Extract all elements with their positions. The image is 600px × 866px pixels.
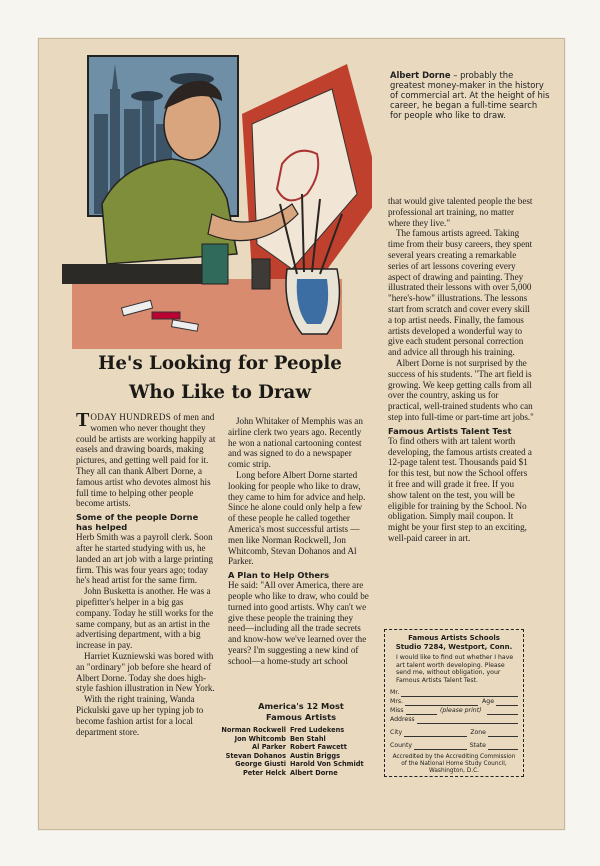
article-paragraph: To find others with art talent worth developing, the famous artists created a 12-page talent test. Thousands paid $1 for this test, but now the School offers it free and will grade it free. If you show talent on the test, you will be eligible for training by the School. No obligation. Simply mail coupon. It might be your first step to an exciting, well-paid career in art.	[388, 435, 532, 543]
artists-row: Stevan Dohanos Austin Briggs	[225, 751, 341, 760]
article-column-2	[228, 416, 371, 667]
coupon-body: I would like to find out whether I have art talent worth developing. Please send me, without obligation, your Famous Artists Talent Test.	[396, 654, 514, 684]
article-paragraph: He said: "All over America, there are people who like to draw, who could be turned into good artists. Why can't we give these people the training they need—including all the trade secrets and know-how we've learned over the years? I'm suggesting a new kind of school—a home-study art school	[228, 580, 369, 666]
lead-in: ODAY HUNDREDS	[90, 412, 172, 422]
artists-list	[221, 726, 381, 778]
coupon-school-name: Famous Artists Schools	[408, 634, 500, 642]
photo-caption	[390, 70, 550, 120]
coupon-name-line[interactable]: Mrs. Age	[390, 698, 518, 706]
table-edge	[62, 264, 222, 284]
headline-line-1: He's Looking for People	[98, 353, 342, 374]
artists-row: George Giusti Harold Von Schmidt	[235, 760, 364, 769]
article-paragraph: Long before Albert Dorne started looking for people who like to draw, they came to him for advice and help. Since he alone could only help a few of these people he called together America's most successful artists —men like Norman Rockwell, Jon Whitcomb, Stevan Dohanos and Al Parker.	[228, 469, 366, 567]
article-paragraph: John Busketta is another. He was a pipefitter's helper in a big gas company. Today he still works for the same company, but as an artist in the advertising department, with a big increase in pay.	[76, 586, 214, 651]
coupon-address-line[interactable]: Address	[390, 716, 518, 724]
article-column-1	[76, 409, 216, 737]
coupon-studio-address: Studio 7284, Westport, Conn.	[395, 642, 513, 651]
paint-jar	[252, 259, 270, 289]
headline-line-2: Who Like to Draw	[129, 382, 311, 403]
article-column-3	[388, 196, 534, 544]
artists-row: Norman Rockwell Fred Ludekens	[221, 726, 345, 734]
artists-row: Peter Helck Albert Dorne	[242, 768, 338, 777]
coupon-county-line[interactable]: County State	[390, 742, 518, 750]
article-paragraph: Herb Smith was a payroll clerk. Soon after he started studying with us, he landed an art job with a large printing firm. This was four years ago; today he's head artist for the same firm.	[76, 532, 213, 586]
caption-name: Albert Dorne	[390, 70, 451, 80]
article-paragraph: TODAY HUNDREDS of men and women who never thought they could be artists are working happily at easels and drawing boards, making pictures, and getting well paid for it. They all can thank Albert Dorne, a famous artist who devotes almost his full time to helping other people become artists.	[76, 409, 216, 509]
artists-row: Al Parker Robert Fawcett	[252, 743, 347, 752]
caption-text: – probably the greatest money-maker in the history of commercial art. At the height of his career, he began a full-time search for people who like to draw.	[390, 70, 550, 120]
cloud	[131, 91, 163, 101]
article-paragraph: The famous artists agreed. Taking time from their busy careers, they spent several years creating a remarkable series of art lessons covering every aspect of drawing and painting. They illustrated their lessons with over 5,000 "here's-how" illustrations. The lessons start from scratch and cover every skill a top artist needs. Finally, the famous artists developed a wonderful way to give each student personal correction and advice all through his training.	[388, 228, 533, 358]
paint-jar	[202, 244, 228, 284]
headline	[70, 349, 370, 407]
article-paragraph: With the right training, Wanda Pickulski gave up her typing job to become fashion artist for a local department store.	[76, 694, 204, 737]
coupon-city-line[interactable]: City Zone	[390, 729, 518, 737]
article-paragraph: Albert Dorne is not surprised by the success of his students. "The art field is growing. We keep getting calls from all over the country, asking us for practical, well-trained students who can step into full-time or part-time art jobs."	[388, 357, 534, 422]
coupon-accreditation: Accredited by the Accrediting Commission of the National Home Study Council, Washington, D.C.	[392, 753, 516, 774]
drop-cap: T	[76, 409, 90, 431]
subheading: Famous Artists Talent Test	[388, 425, 512, 436]
artists-row: Jon Whitcomb Ben Stahl	[234, 734, 326, 743]
subheading: A Plan to Help Others	[228, 570, 330, 581]
article-paragraph: John Whitaker of Memphis was an airline clerk two years ago. Recently he won a national cartooning contest and was signed to do a newspaper comic strip.	[228, 416, 363, 470]
coupon-name-line[interactable]: Miss (please print)	[390, 707, 518, 715]
coupon-name-line[interactable]: Mr.	[390, 689, 518, 697]
artist-illustration	[52, 54, 372, 354]
artists-list-title: America's 12 Most Famous Artists	[258, 701, 344, 722]
mail-coupon[interactable]	[384, 629, 524, 777]
article-paragraph: Harriet Kuzniewski was bored with an "ordinary" job before she heard of Albert Dorne. Today she does high-style fashion illustration in New York.	[76, 650, 215, 694]
subheading: Some of the people Dorne has helped	[76, 512, 199, 533]
article-paragraph: that would give talented people the best professional art training, no matter where they live."	[388, 196, 533, 228]
